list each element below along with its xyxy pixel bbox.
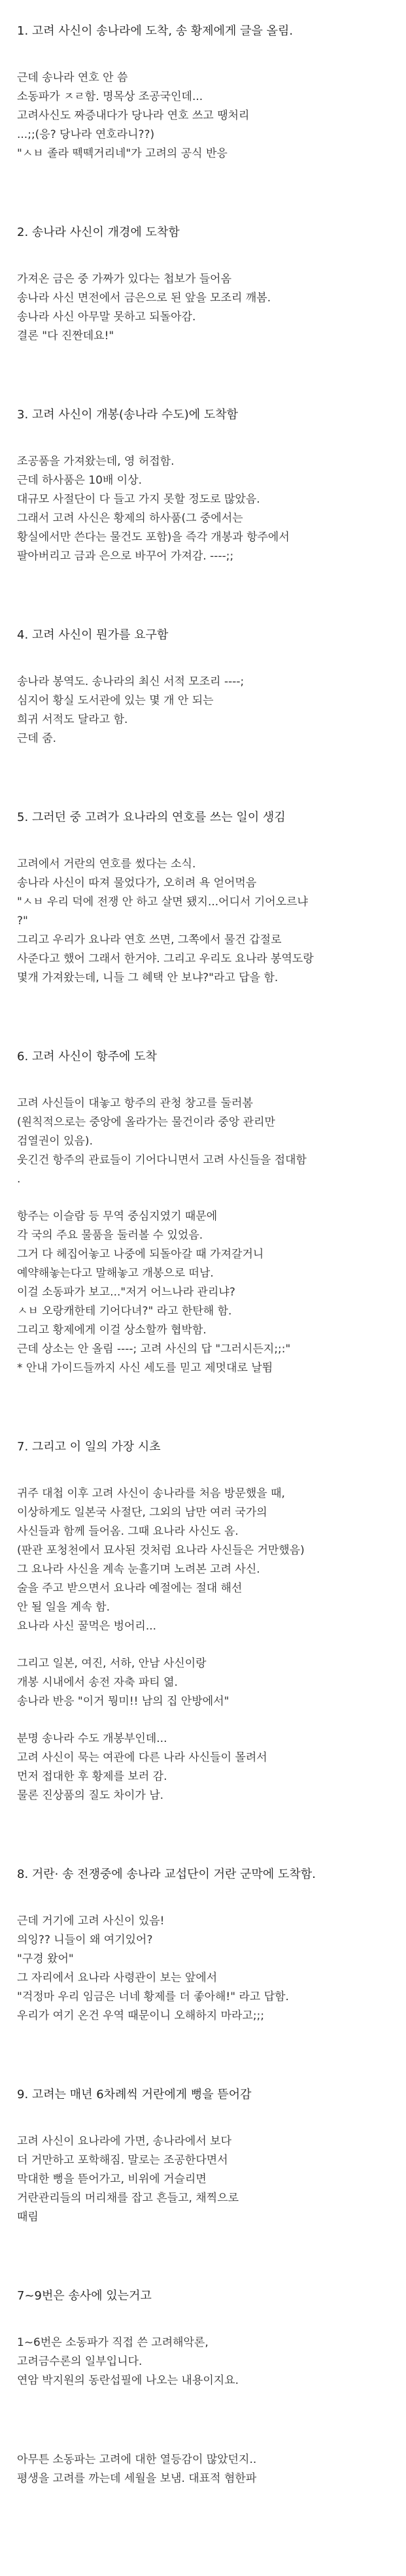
section-paragraph: 고려에서 거란의 연호를 썼다는 소식. 송나라 사신이 따져 물었다가, 오히려 욕 얻어먹음 "ㅅㅂ 우리 덕에 전쟁 안 하고 살면 됐지...어디서 기어오르냐 ?" 그리고 우리가 요나라 연호 쓰면, 그쪽에서 물건 갑절로 사준다고 했어 그래서 한거야. 그리고 우리도 요나라 봉역도랑 몇개 가져왔는데, 니들 그 혜택 안 보냐?"라고 답을 함. [17, 858, 314, 984]
section-6 [17, 1048, 389, 1378]
section-heading: 1. 고려 사신이 송나라에 도착, 송 황제에게 글을 올림. [17, 24, 294, 38]
section-paragraph: 1~6번은 소동파가 직접 쓴 고려해악론, 고려금수론의 일부입니다. 연암 박지원의 동란섭필에 나오는 내용이지요. [17, 2336, 239, 2387]
section-8 [17, 1865, 389, 2026]
section-paragraph: 항주는 이슬람 등 무역 중심지였기 때문에 각 국의 주요 물품을 둘러볼 수 있었음. 그거 다 헤집어놓고 나중에 되돌아갈 때 가져갈거니 예약해놓는다고 말해놓고 개봉으로 떠남. 이걸 소동파가 보고..."저거 어느나라 관리냐? ㅅㅂ 오랑캐한테 기어다녀?" 라고 한탄해 함. 그리고 황제에게 이걸 상소할까 협박함. 근데 상소는 안 올림 ----; 고려 사신의 답 "그러시든지;;:" * 안내 가이드들까지 사신 세도를 믿고 제멋대로 날뜀 [17, 1210, 291, 1375]
section-paragraph: 조공품을 가져왔는데, 영 허접함. 근데 하사품은 10배 이상. 대규모 사절단이 다 들고 가지 못할 정도로 많았음. 그래서 고려 사신은 황제의 하사품(그 중에서는 황실에서만 쓴다는 물건도 포함)을 즉각 개봉과 항주에서 팔아버리고 금과 은으로 바꾸어 가져감. ----;; [17, 455, 290, 563]
section-7 [17, 1438, 389, 1805]
section-paragraph: 분명 송나라 수도 개봉부인데... 고려 사신이 묵는 여관에 다른 나라 사신들이 몰려서 먼저 접대한 후 황제를 보러 감. 물론 진상품의 질도 차이가 남. [17, 1732, 267, 1802]
section-9 [17, 2086, 389, 2227]
section-paragraph: 고려 사신이 요나라에 가면, 송나라에서 보다 더 거만하고 포학해짐. 말로는 조공한다면서 막대한 뻥을 뜯어가고, 비위에 거슬리면 거란관리들의 머리채를 잡고 흔들고, 채찍으로 때림 [17, 2135, 239, 2224]
section-paragraph: 근데 송나라 연호 안 씀 소동파가 ㅈㄹ함. 명목상 조공국인데... 고려사신도 짜증내다가 당나라 연호 쓰고 땡처리 ...;;(응? 당나라 연호라니??) "ㅅㅂ 졸라 떽떽거리네"가 고려의 공식 반응 [17, 71, 250, 160]
section-4 [17, 626, 389, 748]
section-paragraph: 근데 거기에 고려 사신이 있음! 의잉?? 니들이 왜 여기있어? "구경 왔어" 그 자리에서 요나라 사령관이 보는 앞에서 "걱정마 우리 임금은 너네 황제를 더 좋아해!" 라고 답함. 우리가 여기 온건 우역 때문이니 오해하지 마라고;;; [17, 1915, 289, 2022]
section-heading: 7~9번은 송사에 있는거고 [17, 2289, 152, 2303]
section-paragraph: 그리고 일본, 여진, 서하, 안남 사신이랑 개봉 시내에서 송전 자축 파티 엶. 송나라 반응 "이거 뭥미!! 남의 집 안방에서" [17, 1657, 229, 1708]
section-heading: 5. 그러던 중 고려가 요나라의 연호를 쓰는 일이 생김 [17, 811, 286, 824]
section-paragraph: 고려 사신들이 대놓고 항주의 관청 창고를 둘러봄 (원칙적으로는 중앙에 올라가는 물건이라 중앙 관리만 검열권이 있음). 웃긴건 항주의 관료들이 기어다니면서 고려 사신들을 접대함 . [17, 1097, 307, 1186]
section-heading: 4. 고려 사신이 뭔가를 요구함 [17, 628, 169, 642]
section-5 [17, 809, 389, 988]
section-heading: 3. 고려 사신이 개봉(송나라 수도)에 도착함 [17, 408, 239, 422]
section-11 [17, 2451, 389, 2488]
section-heading: 8. 거란· 송 전쟁중에 송나라 교섭단이 거란 군막에 도착함. [17, 1867, 316, 1881]
section-paragraph: 가져온 금은 중 가짜가 있다는 첩보가 들어옴 송나라 사신 면전에서 금은으로 된 앞을 모조리 깨봄. 송나라 사신 아무말 못하고 되돌아감. 결론 "다 진짠데요!" [17, 273, 271, 343]
section-heading: 2. 송나라 사신이 개경에 도착함 [17, 226, 180, 239]
section-paragraph: 귀주 대첩 이후 고려 사신이 송나라를 처음 방문했을 때, 이상하게도 일본국 사절단, 그외의 남만 여러 국가의 사신들과 함께 들어옴. 그때 요나라 사신도 옴. (판관 포청천에서 묘사된 것처럼 요나라 사신들은 거만했음) 그 요나라 사신을 계속 눈흘기며 노려본 고려 사신. 술을 주고 받으면서 요나라 예절에는 절대 해선 안 될 일을 계속 함. 요나라 사신 꿀먹은 벙어리... [17, 1487, 305, 1633]
section-heading: 9. 고려는 매년 6차례씩 거란에게 뻥을 뜯어감 [17, 2088, 252, 2101]
section-heading: 6. 고려 사신이 항주에 도착 [17, 1050, 157, 1063]
section-1 [17, 22, 389, 163]
section-paragraph: 아무튼 소동파는 고려에 대한 열등감이 많았던지.. 평생을 고려를 까는데 세월을 보냄. 대표적 혐한파 [17, 2453, 257, 2485]
section-heading: 7. 그리고 이 일의 가장 시초 [17, 1440, 161, 1454]
section-3 [17, 406, 389, 566]
section-10 [17, 2287, 389, 2390]
section-2 [17, 224, 389, 346]
section-paragraph: 송나라 봉역도. 송나라의 최신 서적 모조리 ----; 심지어 황실 도서관에 있는 몇 개 안 되는 희귀 서적도 달라고 함. 근데 줌. [17, 675, 245, 745]
